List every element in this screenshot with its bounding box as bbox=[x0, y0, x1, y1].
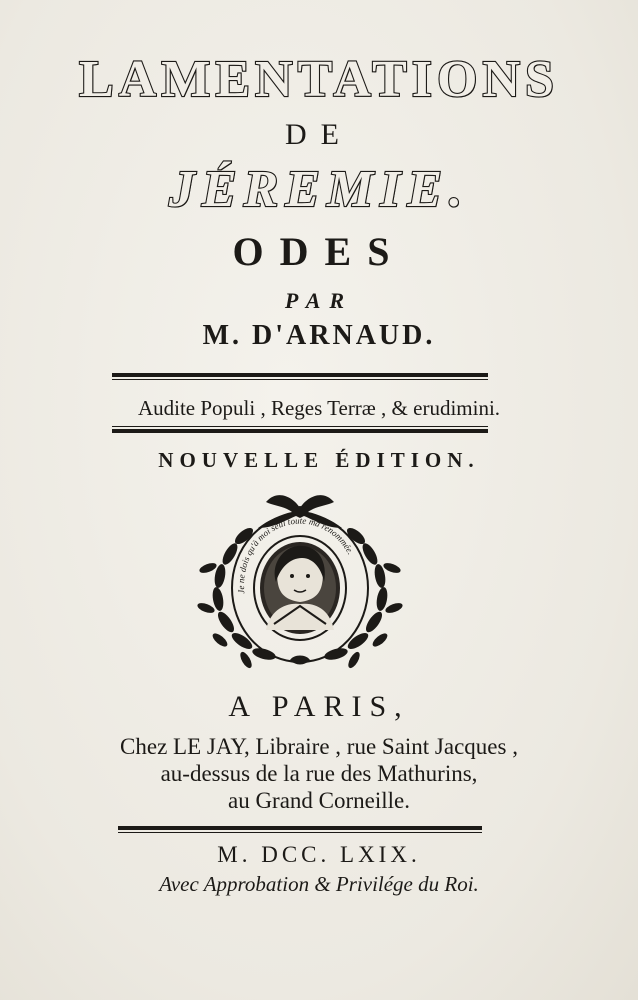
double-rule-middle bbox=[112, 426, 488, 433]
imprint-address: au-dessus de la rue des Mathurins, bbox=[160, 761, 478, 786]
genre-heading: ODES bbox=[232, 229, 406, 274]
title-preposition: DE bbox=[285, 118, 353, 151]
privilege-statement: Avec Approbation & Privilége du Roi. bbox=[159, 872, 479, 896]
imprint-date: M. DCC. LXIX. bbox=[217, 842, 421, 867]
book-title: LAMENTATIONS bbox=[79, 51, 559, 108]
edition-statement: NOUVELLE ÉDITION. bbox=[158, 448, 480, 472]
imprint-sign: au Grand Corneille. bbox=[227, 788, 411, 813]
author-name: M. D'ARNAUD. bbox=[202, 320, 436, 351]
by-label: PAR bbox=[284, 288, 354, 313]
imprint-publisher: Chez LE JAY, Libraire , rue Saint Jacques , bbox=[120, 734, 518, 759]
double-rule-top bbox=[112, 373, 488, 380]
portrait-vignette bbox=[194, 484, 406, 670]
double-rule-bottom bbox=[118, 826, 482, 833]
epigraph: Audite Populi , Reges Terræ , & erudimini. bbox=[137, 396, 501, 420]
title-subject: JÉREMIE. bbox=[168, 161, 470, 218]
inscription-text: Je ne dois qu'à moi seul toute ma renommée. bbox=[235, 515, 356, 595]
portrait-medallion-icon bbox=[194, 484, 406, 670]
imprint-place: A PARIS, bbox=[228, 690, 410, 723]
